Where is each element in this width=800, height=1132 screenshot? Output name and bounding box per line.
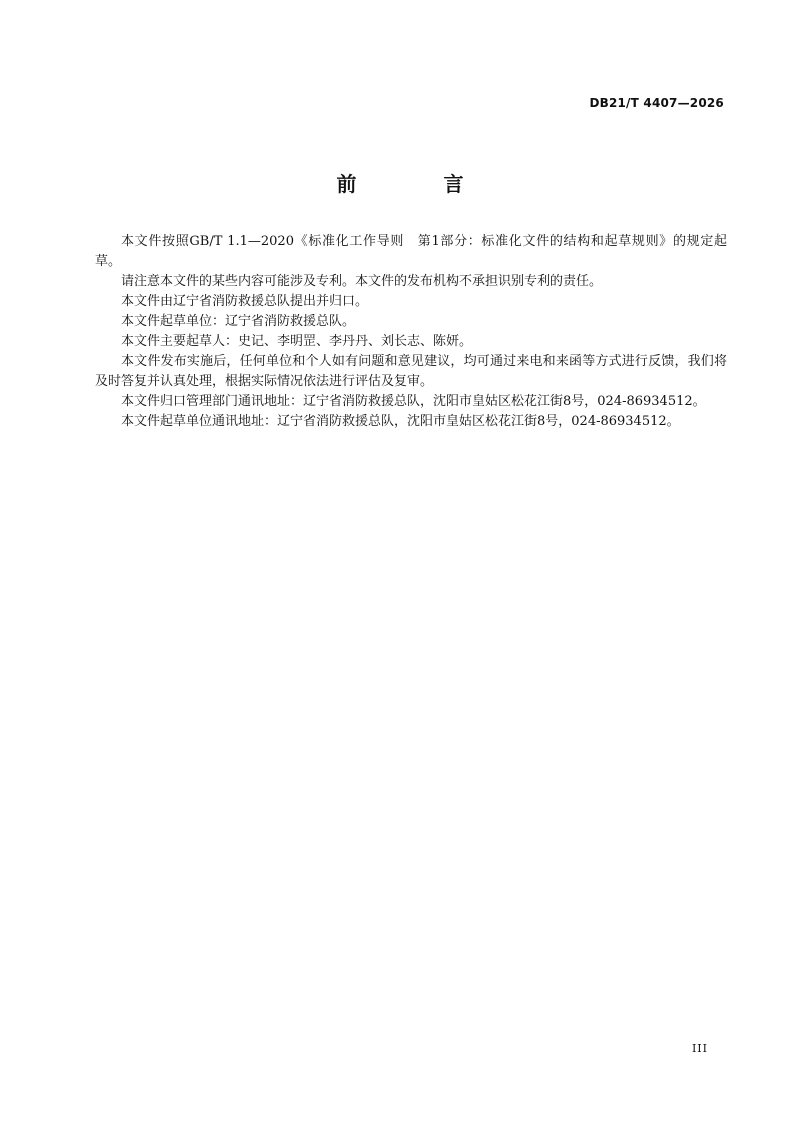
page-title: 前 言 <box>336 172 504 196</box>
document-code: DB21/T 4407—2026 <box>589 96 724 110</box>
paragraph-drafting-address: 本文件起草单位通讯地址：辽宁省消防救援总队，沈阳市皇姑区松花江街8号，024-86934512。 <box>121 414 680 429</box>
paragraph-feedback: 本文件发布实施后，任何单位和个人如有问题和意见建议，均可通过来电和来函等方式进行反馈，我们将及时答复并认真处理，根据实际情况依法进行评估及复审。 <box>95 354 727 389</box>
paragraph-drafting-rules: 本文件按照GB/T 1.1—2020《标准化工作导则 第1部分：标准化文件的结构和起草规则》的规定起草。 <box>95 234 727 269</box>
paragraph-patent-notice: 请注意本文件的某些内容可能涉及专利。本文件的发布机构不承担识别专利的责任。 <box>121 274 603 289</box>
page-number: III <box>691 1042 708 1055</box>
foreword-body <box>95 232 727 432</box>
paragraph-drafters: 本文件主要起草人：史记、李明罡、李丹丹、刘长志、陈妍。 <box>121 334 473 349</box>
paragraph-proposer: 本文件由辽宁省消防救援总队提出并归口。 <box>121 294 369 309</box>
paragraph-drafting-unit: 本文件起草单位：辽宁省消防救援总队。 <box>121 314 356 329</box>
paragraph-admin-address: 本文件归口管理部门通讯地址：辽宁省消防救援总队，沈阳市皇姑区松花江街8号，024-86934512。 <box>121 394 706 409</box>
